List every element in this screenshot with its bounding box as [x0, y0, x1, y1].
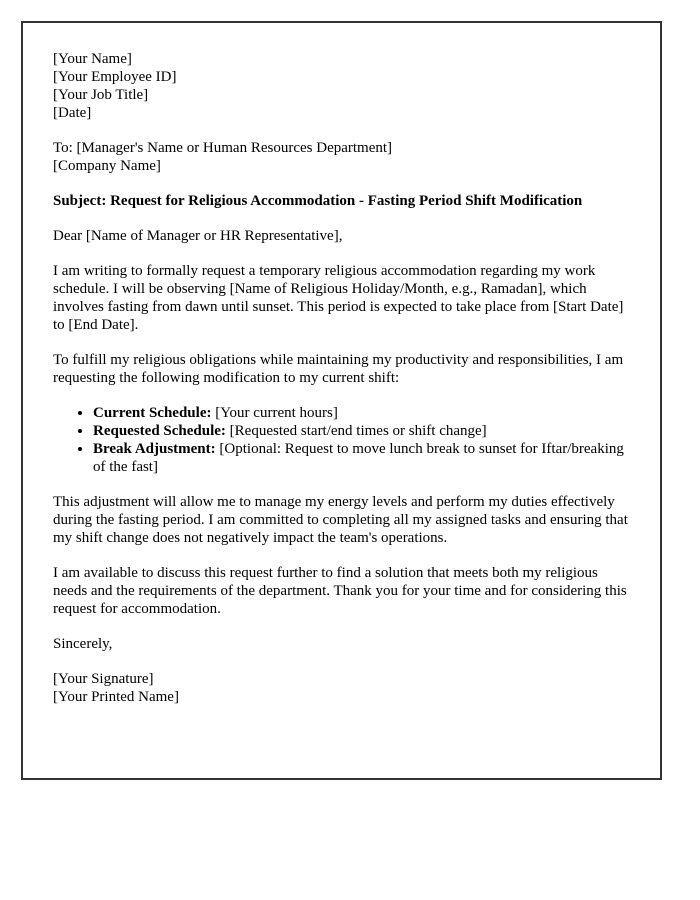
sender-employee-id-line: [Your Employee ID]: [53, 69, 177, 85]
shift-modification-list: [53, 404, 630, 476]
paragraph-request-lead: To fulfill my religious obligations while maintaining my productivity and responsibilities, I am requesting the following modification to my current shift:: [53, 352, 624, 386]
signature-block: [53, 670, 630, 706]
paragraph-assurance: This adjustment will allow me to manage my energy levels and perform my duties effectively during the fasting period. I am committed to completing all my assigned tasks and ensuring that my shift change does not negatively impact the team's operations.: [53, 494, 628, 546]
recipient-to-line: To: [Manager's Name or Human Resources Department]: [53, 140, 393, 156]
list-item-value: [Requested start/end times or shift change]: [225, 423, 487, 439]
sender-job-title-line: [Your Job Title]: [53, 87, 149, 103]
paragraph-intro: I am writing to formally request a temporary religious accommodation regarding my work schedule. I will be observing [Name of Religious Holiday/Month, e.g., Ramadan], which involves fasting from dawn until sunset. This period is expected to take place from [Start Date] to [End Date].: [53, 263, 624, 333]
recipient-block: [53, 139, 630, 175]
letter-page: [21, 21, 662, 780]
letter-date-line: [Date]: [53, 105, 92, 121]
list-item-current-schedule: [93, 404, 630, 422]
recipient-company-line: [Company Name]: [53, 158, 161, 174]
signature-line: [Your Signature]: [53, 671, 154, 687]
list-item-break-adjustment: [93, 440, 630, 476]
list-item-label: Requested Schedule:: [93, 423, 226, 439]
list-item-requested-schedule: [93, 422, 630, 440]
paragraph-availability: I am available to discuss this request further to find a solution that meets both my religious needs and the requirements of the department. Thank you for your time and for considering this request for accommodation.: [53, 565, 627, 617]
list-item-label: Current Schedule:: [93, 405, 212, 421]
sender-block: [53, 50, 630, 122]
list-item-label: Break Adjustment:: [93, 441, 216, 457]
closing: Sincerely,: [53, 636, 113, 652]
printed-name-line: [Your Printed Name]: [53, 689, 179, 705]
sender-name-line: [Your Name]: [53, 51, 132, 67]
subject-line: Subject: Request for Religious Accommodation - Fasting Period Shift Modification: [53, 193, 583, 209]
list-item-value: [Your current hours]: [211, 405, 338, 421]
list-item-value: [Optional: Request to move lunch break to sunset for Iftar/breaking of the fast]: [93, 441, 624, 475]
salutation: Dear [Name of Manager or HR Representative],: [53, 228, 343, 244]
